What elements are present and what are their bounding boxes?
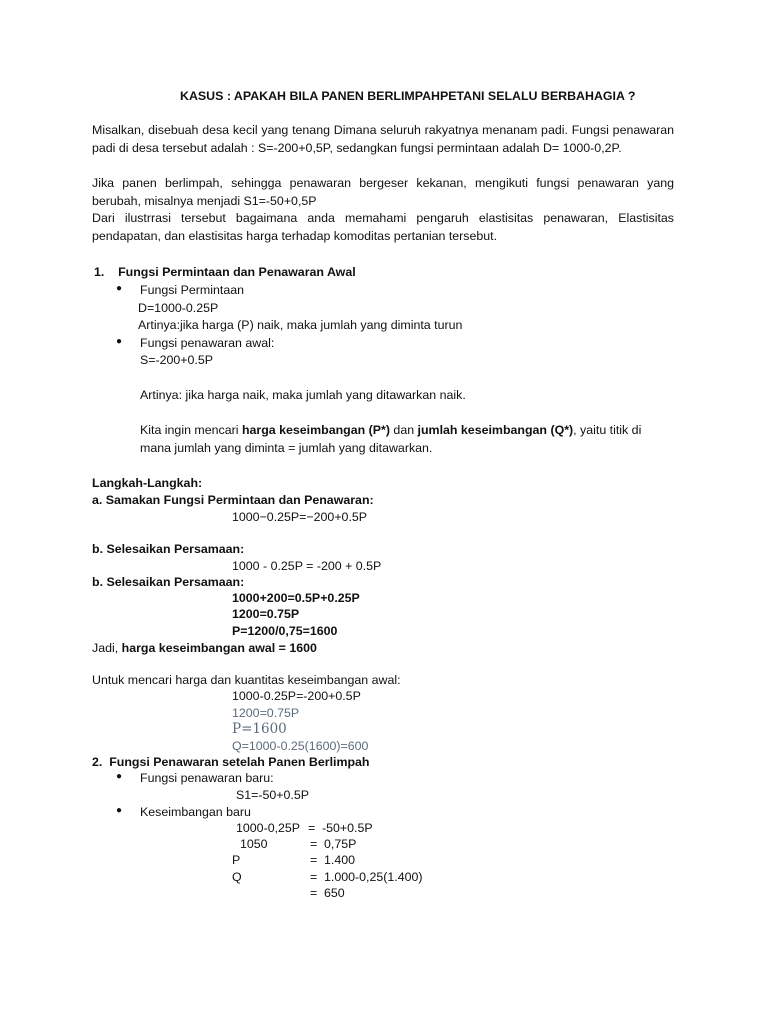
goal-text-start: Kita ingin mencari bbox=[140, 423, 242, 437]
intro-paragraph-1: Misalkan, disebuah desa kecil yang tenang Dimana seluruh rakyatnya menanam padi. Fungsi penawaran padi di desa tersebut adalah : S=-200+0,5P, sedangkan fungsi permintaan adalah D= 1000-0,2P. bbox=[92, 123, 674, 155]
new-eq-row-2-right: 0,75P bbox=[324, 837, 357, 851]
goal-text-end: , yaitu titik di bbox=[573, 423, 642, 437]
equals-sign: = bbox=[310, 837, 318, 851]
demand-function-label: Fungsi Permintaan bbox=[140, 283, 244, 297]
step-b2-equation-1: 1000+200=0.5P+0.25P bbox=[232, 591, 360, 605]
new-eq-row-5-right: 650 bbox=[324, 886, 345, 900]
step-b2-heading: b. Selesaikan Persamaan: bbox=[92, 575, 245, 589]
new-supply-label: Fungsi penawaran baru: bbox=[140, 771, 274, 785]
step-b-equation: 1000 - 0.25P = -200 + 0.5P bbox=[232, 559, 382, 573]
initial-equation-4: Q=1000-0.25(1600)=600 bbox=[232, 739, 369, 753]
new-supply-equation: S1=-50+0.5P bbox=[236, 788, 310, 802]
bullet-icon: ● bbox=[116, 805, 123, 816]
step-b2-equation-3: P=1200/0,75=1600 bbox=[232, 624, 338, 638]
new-eq-row-3-left: P bbox=[232, 853, 241, 867]
equals-sign: = bbox=[310, 870, 318, 884]
equilibrium-goal-line-2: mana jumlah yang diminta = jumlah yang ditawarkan. bbox=[140, 441, 433, 455]
equals-sign: = bbox=[310, 853, 318, 867]
goal-price-term: harga keseimbangan (P*) bbox=[241, 423, 390, 437]
bullet-icon: ● bbox=[116, 283, 123, 294]
new-eq-row-1-right: -50+0.5P bbox=[322, 821, 373, 835]
equals-sign: = bbox=[310, 886, 318, 900]
step-a-heading: a. Samakan Fungsi Permintaan dan Penawaran: bbox=[92, 493, 374, 507]
bullet-icon: ● bbox=[116, 771, 123, 782]
initial-equilibrium-intro: Untuk mencari harga dan kuantitas keseimbangan awal: bbox=[92, 673, 401, 687]
demand-meaning: Artinya:jika harga (P) naik, maka jumlah yang diminta turun bbox=[138, 318, 463, 332]
demand-equation: D=1000-0.25P bbox=[138, 301, 219, 315]
equilibrium-goal-line-1 bbox=[140, 422, 641, 438]
intro-paragraph-3: Dari ilustrrasi tersebut bagaimana anda memahami pengaruh elastisitas penawaran, Elastisitas pendapatan, dan elastisitas harga terhadap komoditas pertanian tersebut. bbox=[92, 211, 674, 243]
initial-equation-2: 1200=0.75P bbox=[232, 706, 300, 720]
new-equilibrium-label: Keseimbangan baru bbox=[140, 805, 251, 819]
bullet-icon: ● bbox=[116, 336, 123, 347]
supply-meaning: Artinya: jika harga naik, maka jumlah yang ditawarkan naik. bbox=[140, 388, 466, 402]
initial-equation-3: P=1600 bbox=[232, 721, 287, 737]
equilibrium-result bbox=[92, 640, 317, 656]
step-b2-equation-2: 1200=0.75P bbox=[232, 607, 300, 621]
document-title: KASUS : APAKAH BILA PANEN BERLIMPAHPETANI SELALU BERBAHAGIA ? bbox=[180, 89, 636, 103]
section-1-heading: 1. Fungsi Permintaan dan Penawaran Awal bbox=[94, 265, 356, 279]
new-eq-row-4-left: Q bbox=[232, 870, 242, 884]
new-eq-row-2-left: 1050 bbox=[240, 837, 268, 851]
supply-function-label: Fungsi penawaran awal: bbox=[140, 336, 275, 350]
step-b-heading: b. Selesaikan Persamaan: bbox=[92, 542, 245, 556]
new-eq-row-4-right: 1.000-0,25(1.400) bbox=[324, 870, 423, 884]
new-eq-row-1-left: 1000-0,25P bbox=[236, 821, 301, 835]
new-eq-row-3-right: 1.400 bbox=[324, 853, 356, 867]
steps-heading: Langkah-Langkah: bbox=[92, 476, 203, 490]
result-prefix: Jadi, bbox=[92, 641, 122, 655]
section-2-heading: 2. Fungsi Penawaran setelah Panen Berlimpah bbox=[92, 755, 370, 769]
equals-sign: = bbox=[308, 821, 316, 835]
goal-quantity-term: jumlah keseimbangan (Q*) bbox=[417, 423, 574, 437]
initial-equation-1: 1000-0.25P=-200+0.5P bbox=[232, 689, 361, 703]
step-a-equation: 1000−0.25P=−200+0.5P bbox=[232, 510, 368, 524]
intro-paragraph-2: Jika panen berlimpah, sehingga penawaran bergeser kekanan, mengikuti fungsi penawaran yang berubah, misalnya menjadi S1=-50+0,5P bbox=[92, 176, 674, 208]
goal-text-mid: dan bbox=[389, 423, 418, 437]
supply-equation: S=-200+0.5P bbox=[140, 353, 214, 367]
result-value: harga keseimbangan awal = 1600 bbox=[121, 641, 317, 655]
